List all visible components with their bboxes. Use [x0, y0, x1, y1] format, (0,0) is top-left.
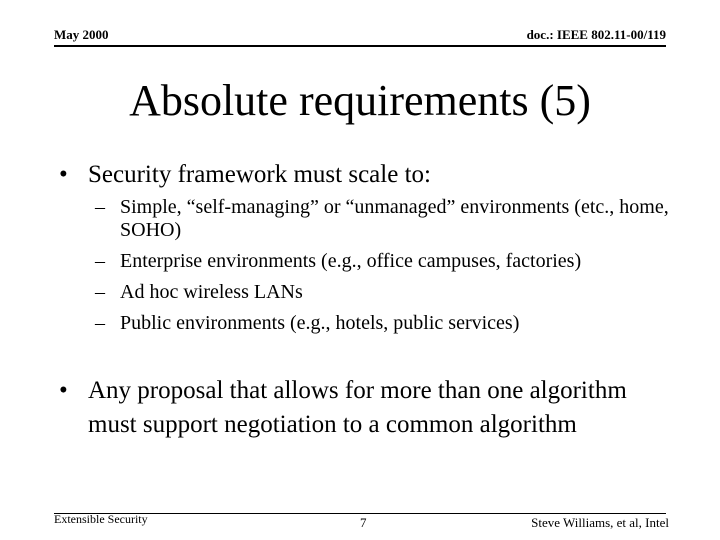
bullet-2-mark: •	[59, 377, 68, 404]
header-divider	[54, 45, 666, 47]
subitem-1	[95, 196, 675, 242]
subitem-1-text: Simple, “self-managing” or “unmanaged” environments (etc., home, SOHO)	[120, 196, 669, 241]
header-date: May 2000	[54, 27, 109, 42]
subitem-2-dash: –	[95, 250, 105, 272]
subitem-2	[95, 250, 675, 273]
footer-author: Steve Williams, et al, Intel	[531, 515, 669, 530]
subitem-4	[95, 312, 675, 335]
subitem-2-text: Enterprise environments (e.g., office campuses, factories)	[120, 250, 582, 272]
subitem-3	[95, 281, 675, 304]
subitem-4-dash: –	[95, 312, 105, 334]
bullet-1-mark: •	[59, 161, 68, 188]
slide-title: Absolute requirements (5)	[129, 76, 591, 125]
page-number: 7	[360, 515, 367, 530]
subitem-1-dash: –	[95, 196, 105, 218]
subitem-3-dash: –	[95, 281, 105, 303]
bullet-1-subitems	[95, 196, 675, 343]
footer-label: Extensible Security	[54, 512, 148, 526]
subitem-3-text: Ad hoc wireless LANs	[120, 281, 303, 303]
header-doc-id: doc.: IEEE 802.11-00/119	[526, 27, 666, 42]
bullet-1-text: Security framework must scale to:	[88, 161, 431, 188]
subitem-4-text: Public environments (e.g., hotels, public services)	[120, 312, 520, 334]
bullet-2-text: Any proposal that allows for more than one algorithm must support negotiation to a common algorithm	[88, 377, 627, 438]
